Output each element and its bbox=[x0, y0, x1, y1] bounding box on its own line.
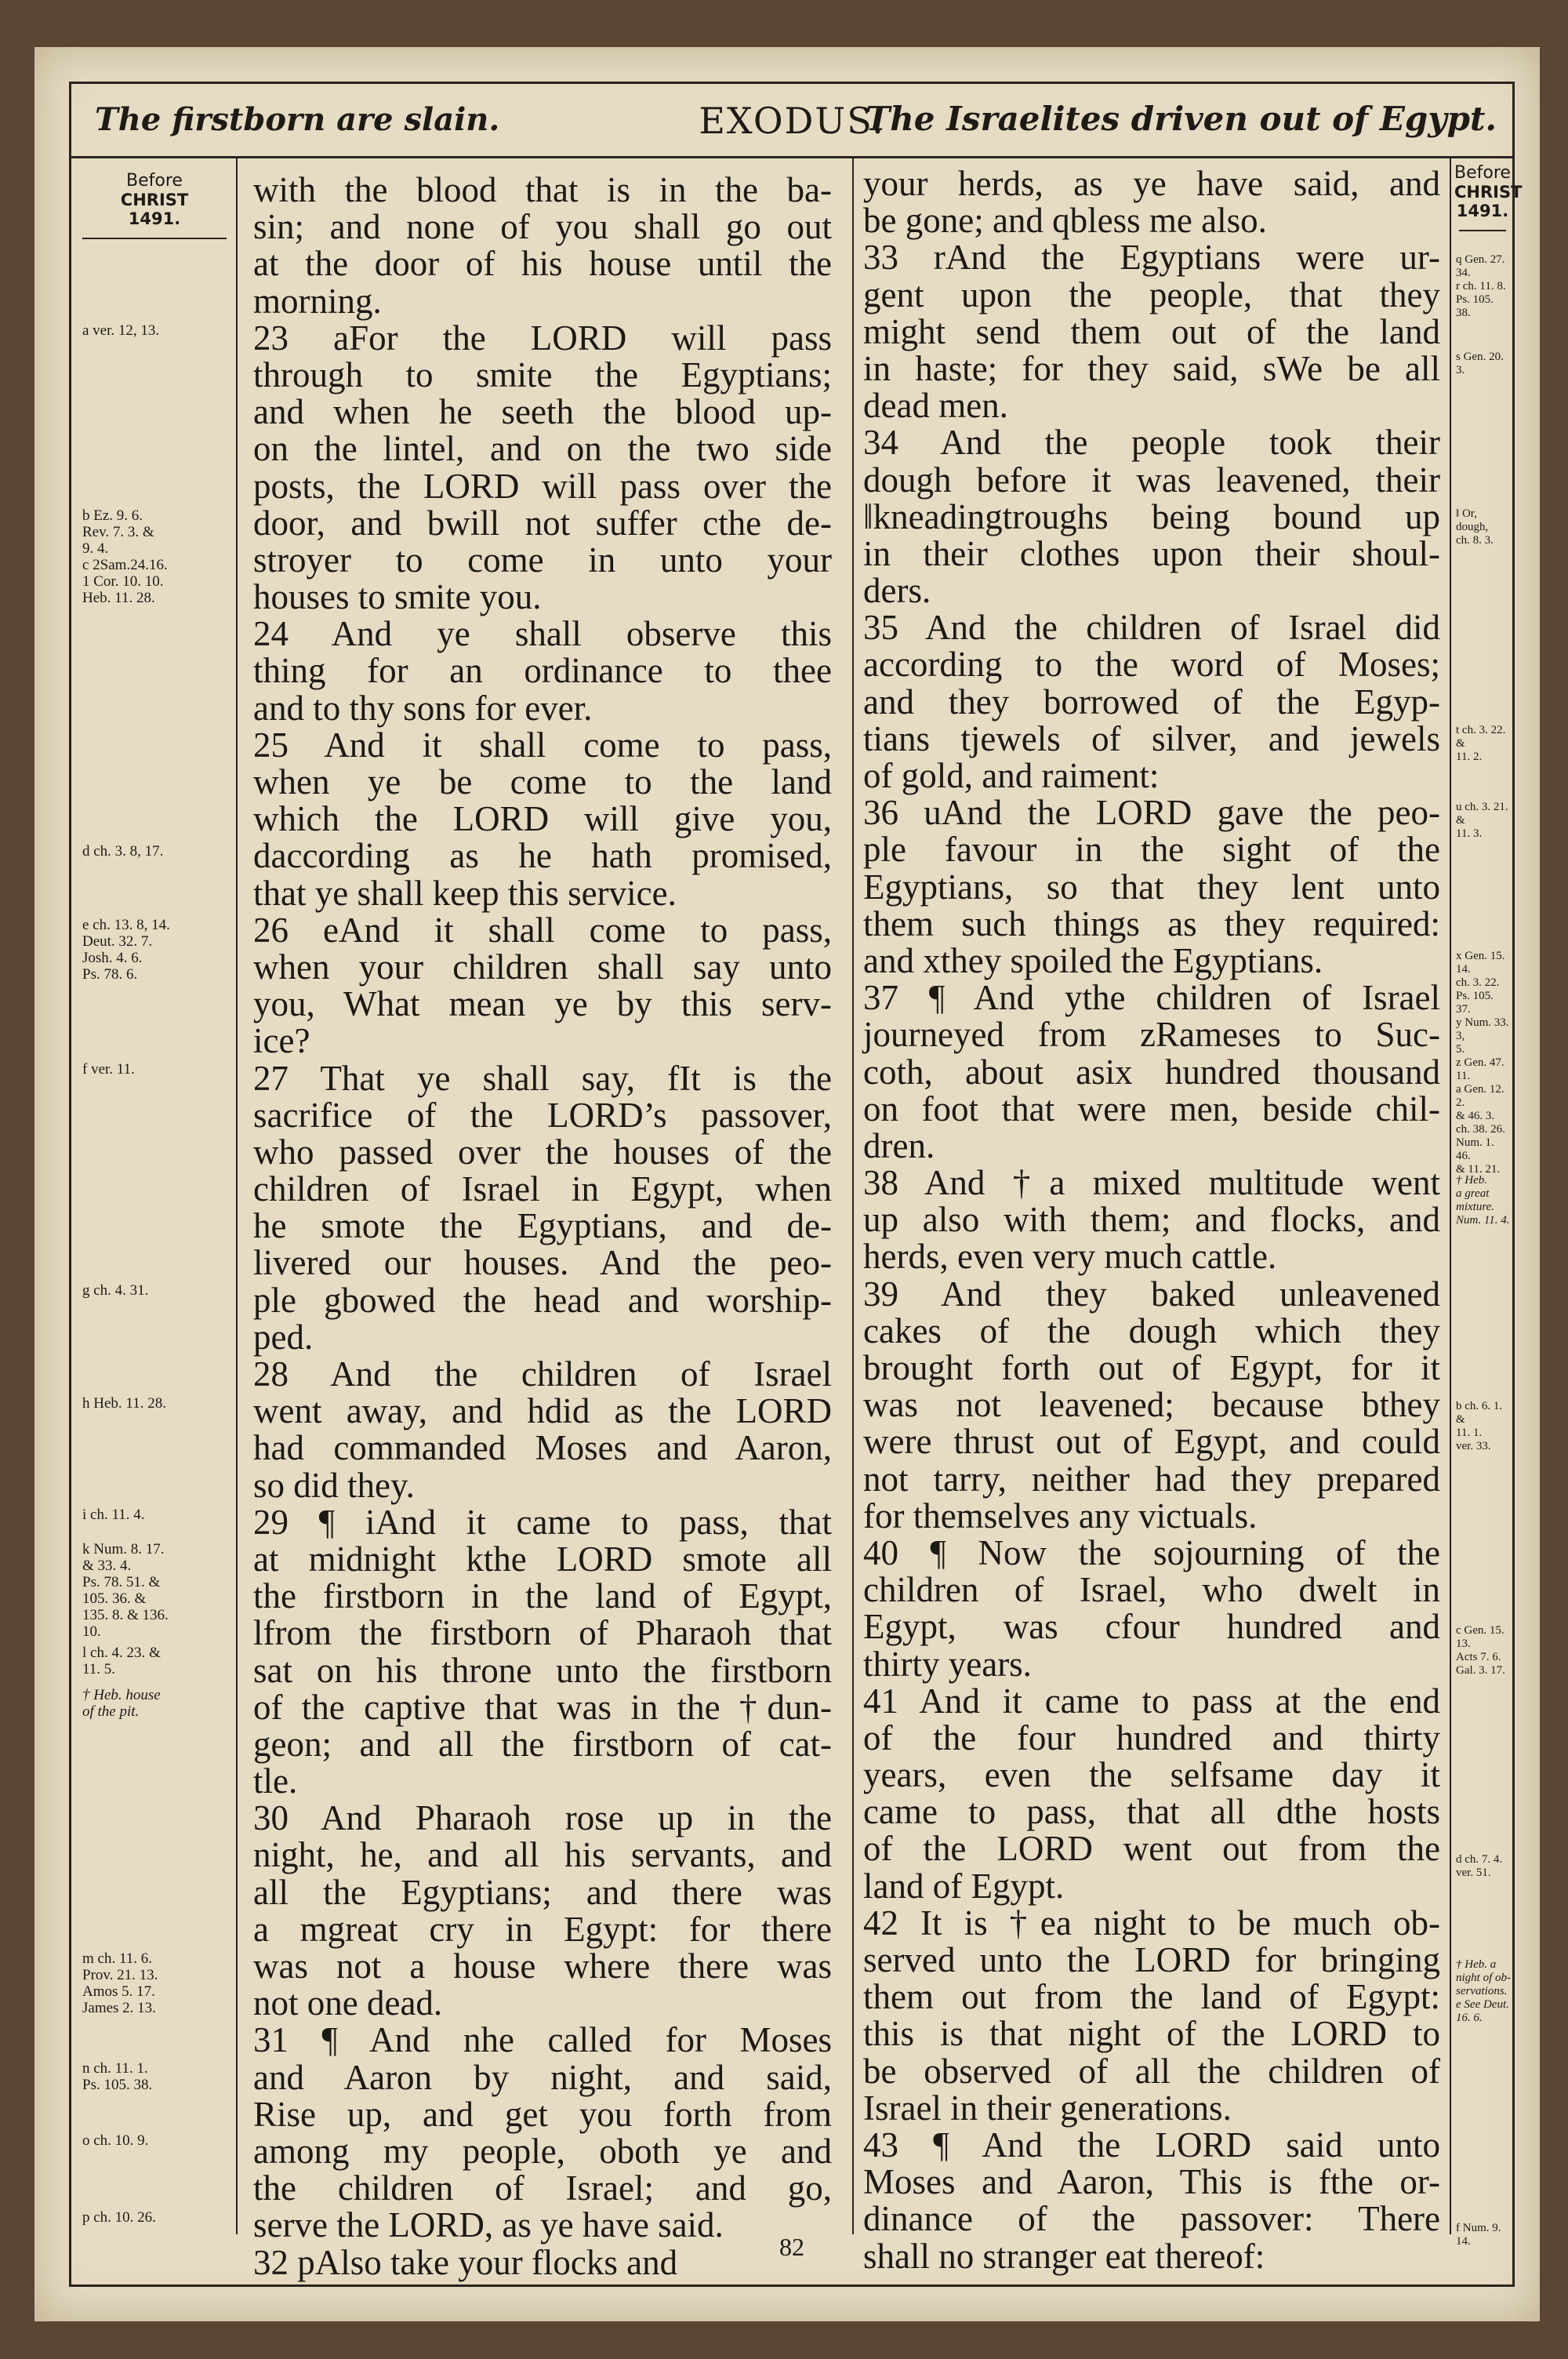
year-label: 1491. bbox=[128, 209, 181, 228]
text-line: so did they. bbox=[253, 1465, 415, 1505]
text-line: who passed over the houses of the bbox=[253, 1132, 832, 1172]
text-line: with the blood that is in the ba- bbox=[253, 170, 832, 209]
cross-reference: h Heb. 11. 28. bbox=[82, 1395, 166, 1412]
cross-reference: f ver. 11. bbox=[82, 1061, 135, 1078]
text-line: had commanded Moses and Aaron, bbox=[253, 1428, 832, 1468]
text-line: 38 And †a mixed multitude went bbox=[863, 1163, 1440, 1203]
cross-reference: k Num. 8. 17. & 33. 4. Ps. 78. 51. & 105. 36. & 135. 8. & 136. 10. bbox=[82, 1541, 169, 1640]
text-line: Israel in their generations. bbox=[863, 2088, 1232, 2128]
text-line: among my people, oboth ye and bbox=[253, 2131, 832, 2171]
text-line: dead men. bbox=[863, 386, 1008, 426]
cross-reference: c Gen. 15. 13. Acts 7. 6. Gal. 3. 17. bbox=[1456, 1624, 1505, 1677]
text-line: the firstborn in the land of Egypt, bbox=[253, 1576, 832, 1616]
text-line: journeyed from zRameses to Suc- bbox=[863, 1015, 1440, 1055]
text-line: geon; and all the firstborn of cat- bbox=[253, 1724, 832, 1764]
text-line: serve the LORD, as ye have said. bbox=[253, 2205, 724, 2245]
cross-reference: x Gen. 15. 14. ch. 3. 22. Ps. 105. 37. y Num. 33. 3, 5. z Gen. 47. 11. a Gen. 12. 2. & 46. 3. ch. 38. 26. Num. 1. 46. & 11. 21. bbox=[1456, 950, 1509, 1176]
cross-reference: ‖ Or, dough, ch. 8. 3. bbox=[1456, 507, 1494, 547]
text-line: 43 ¶ And the LORD said unto bbox=[863, 2125, 1440, 2165]
text-line: a mgreat cry in Egypt: for there bbox=[253, 1909, 832, 1949]
book-title: EXODUS. bbox=[699, 100, 885, 142]
text-line: 26 eAnd it shall come to pass, bbox=[253, 910, 832, 950]
text-line: on foot that were men, beside chil- bbox=[863, 1089, 1440, 1129]
text-line: stroyer to come in unto your bbox=[253, 540, 832, 580]
text-line: when ye be come to the land bbox=[253, 762, 832, 801]
page-frame bbox=[69, 82, 1523, 2287]
text-line: up also with them; and flocks, and bbox=[863, 1200, 1440, 1240]
cross-reference: b ch. 6. 1. & 11. 1. ver. 33. bbox=[1456, 1400, 1503, 1452]
text-line: at the door of his house until the bbox=[253, 244, 832, 284]
cross-reference: m ch. 11. 6. Prov. 21. 13. Amos 5. 17. James 2. 13. bbox=[82, 1950, 158, 2016]
text-line: houses to smite you. bbox=[253, 577, 542, 617]
cross-reference: q Gen. 27. 34. r ch. 11. 8. Ps. 105. 38. bbox=[1456, 253, 1506, 319]
text-line: children of Israel in Egypt, when bbox=[253, 1169, 832, 1209]
text-line: thirty years. bbox=[863, 1644, 1032, 1684]
text-line: coth, about asix hundred thousand bbox=[863, 1052, 1440, 1092]
text-line: and to thy sons for ever. bbox=[253, 688, 593, 728]
running-header bbox=[71, 84, 1512, 158]
text-line: years, even the selfsame day it bbox=[863, 1755, 1440, 1795]
cross-reference: † Heb. a night of ob- servations. e See Deut. 16. 6. bbox=[1456, 1958, 1511, 2024]
cross-reference: g ch. 4. 31. bbox=[82, 1282, 149, 1299]
text-line: went away, and hdid as the LORD bbox=[253, 1391, 832, 1431]
text-line: night, he, and all his servants, and bbox=[253, 1835, 832, 1875]
text-line: dren. bbox=[863, 1125, 935, 1165]
cross-reference: s Gen. 20. 3. bbox=[1456, 351, 1504, 376]
text-line: when your children shall say unto bbox=[253, 947, 832, 987]
text-line: livered our houses. And the peo- bbox=[253, 1243, 832, 1283]
text-line: sin; and none of you shall go out bbox=[253, 207, 832, 247]
text-line: daccording as he hath promised, bbox=[253, 836, 832, 876]
text-line: of the four hundred and thirty bbox=[863, 1717, 1440, 1757]
text-line: Egyptians, so that they lent unto bbox=[863, 867, 1440, 907]
christ-label: CHRIST bbox=[1454, 183, 1523, 202]
text-line: 32 pAlso take your flocks and bbox=[253, 2242, 678, 2282]
text-line: 27 That ye shall say, fIt is the bbox=[253, 1058, 832, 1098]
cross-reference: † Heb. a great mixture. Num. 11. 4. bbox=[1456, 1174, 1510, 1227]
cross-reference: u ch. 3. 21. & 11. 3. bbox=[1456, 801, 1508, 840]
text-line: cakes of the dough which they bbox=[863, 1310, 1440, 1350]
text-line: according to the word of Moses; bbox=[863, 645, 1440, 685]
text-line: 23 aFor the LORD will pass bbox=[253, 318, 832, 358]
text-line: door, and bwill not suffer cthe de- bbox=[253, 503, 832, 543]
text-line: 24 And ye shall observe this bbox=[253, 614, 832, 654]
text-line: thing for an ordinance to thee bbox=[253, 651, 832, 691]
text-line: tle. bbox=[253, 1761, 298, 1801]
cross-reference: b Ez. 9. 6. Rev. 7. 3. & 9. 4. c 2Sam.24.16. 1 Cor. 10. 10. Heb. 11. 28. bbox=[82, 507, 168, 606]
cross-reference: t ch. 3. 22. & 11. 2. bbox=[1456, 724, 1506, 763]
text-line: and xthey spoiled the Egyptians. bbox=[863, 940, 1323, 980]
text-line: and they borrowed of the Egyp- bbox=[863, 682, 1440, 722]
text-line: be gone; and qbless me also. bbox=[863, 201, 1267, 241]
right-margin-rule bbox=[1450, 156, 1451, 2234]
text-line: gent upon the people, that they bbox=[863, 274, 1440, 314]
left-margin-rule bbox=[236, 156, 238, 2234]
text-line: 29 ¶ iAnd it came to pass, that bbox=[253, 1502, 832, 1542]
before-label: Before bbox=[1454, 163, 1511, 183]
text-line: ders. bbox=[863, 571, 931, 611]
center-column-rule bbox=[852, 156, 854, 2234]
text-line: herds, even very much cattle. bbox=[863, 1237, 1277, 1277]
text-line: 34 And the people took their bbox=[863, 423, 1440, 463]
text-line: which the LORD will give you, bbox=[253, 799, 832, 839]
text-line: land of Egypt. bbox=[863, 1866, 1065, 1906]
text-line: of the captive that was in the †dun- bbox=[253, 1687, 832, 1727]
page-number: 82 bbox=[779, 2233, 804, 2261]
text-line: 35 And the children of Israel did bbox=[863, 608, 1440, 648]
text-line: was not leavened; because bthey bbox=[863, 1385, 1440, 1425]
text-line: dinance of the passover: There bbox=[863, 2199, 1440, 2239]
text-line: not one dead. bbox=[253, 1983, 443, 2023]
text-line: 31 ¶ And nhe called for Moses bbox=[253, 2020, 832, 2060]
right-cross-references bbox=[1454, 84, 1523, 2248]
text-line: them such things as they required: bbox=[863, 903, 1440, 943]
text-line: ped. bbox=[253, 1317, 314, 1357]
text-line: for themselves any victuals. bbox=[863, 1496, 1258, 1536]
text-line: 33 rAnd the Egyptians were ur- bbox=[863, 238, 1440, 278]
text-line: Rise up, and get you forth from bbox=[253, 2094, 832, 2134]
cross-reference: f Num. 9. 14. bbox=[1456, 2222, 1501, 2248]
text-line: posts, the LORD will pass over the bbox=[253, 466, 832, 506]
year-label: 1491. bbox=[1456, 202, 1509, 220]
bible-page bbox=[34, 47, 1540, 2321]
text-line: ple gbowed the head and worship- bbox=[253, 1280, 832, 1320]
text-line: ‖kneadingtroughs being bound up bbox=[863, 496, 1440, 536]
text-line: you, What mean ye by this serv- bbox=[253, 984, 832, 1024]
cross-reference: e ch. 13. 8, 14. Deut. 32. 7. Josh. 4. 6. Ps. 78. 6. bbox=[82, 917, 170, 983]
christ-label: CHRIST bbox=[120, 191, 189, 209]
text-line: this is that night of the LORD to bbox=[863, 2014, 1440, 2054]
text-line: 39 And they baked unleavened bbox=[863, 1274, 1440, 1314]
text-line: tians tjewels of silver, and jewels bbox=[863, 718, 1440, 758]
left-cross-references bbox=[82, 84, 234, 2233]
text-line: Egypt, was cfour hundred and bbox=[863, 1607, 1440, 1647]
text-line: he smote the Egyptians, and de- bbox=[253, 1206, 832, 1246]
text-column-right bbox=[863, 165, 1440, 2275]
cross-reference: d ch. 3. 8, 17. bbox=[82, 843, 164, 860]
text-line: 41 And it came to pass at the end bbox=[863, 1681, 1440, 1721]
text-line: on the lintel, and on the two side bbox=[253, 429, 832, 469]
cross-reference: l ch. 4. 23. & 11. 5. bbox=[82, 1645, 161, 1677]
text-line: at midnight kthe LORD smote all bbox=[253, 1539, 832, 1579]
header-right-title: The Israelites driven out of Egypt. bbox=[866, 100, 1497, 138]
text-line: dough before it was leavened, their bbox=[863, 460, 1440, 500]
text-line: Moses and Aaron, This is fthe or- bbox=[863, 2162, 1440, 2202]
text-line: in haste; for they said, sWe be all bbox=[863, 348, 1440, 388]
text-line: all the Egyptians; and there was bbox=[253, 1872, 832, 1912]
text-line: came to pass, that all dthe hosts bbox=[863, 1792, 1440, 1832]
text-line: shall no stranger eat thereof: bbox=[863, 2236, 1265, 2276]
text-line: ple favour in the sight of the bbox=[863, 830, 1440, 870]
text-line: morning. bbox=[253, 281, 382, 321]
text-line: the children of Israel; and go, bbox=[253, 2168, 832, 2208]
text-line: ice? bbox=[253, 1021, 310, 1061]
text-column-left bbox=[253, 172, 832, 2281]
header-left-title: The firstborn are slain. bbox=[95, 101, 500, 138]
text-line: in their clothes upon their shoul- bbox=[863, 533, 1440, 573]
text-line: brought forth out of Egypt, for it bbox=[863, 1348, 1440, 1387]
text-line: through to smite the Egyptians; bbox=[253, 354, 832, 394]
text-line: 40 ¶ Now the sojourning of the bbox=[863, 1532, 1440, 1572]
text-line: them out from the land of Egypt: bbox=[863, 1977, 1440, 2017]
text-line: of the LORD went out from the bbox=[863, 1829, 1440, 1869]
text-line: your herds, as ye have said, and bbox=[863, 164, 1440, 203]
text-line: lfrom the firstborn of Pharaoh that bbox=[253, 1613, 832, 1653]
text-line: of gold, and raiment: bbox=[863, 756, 1160, 795]
text-line: 37 ¶ And ythe children of Israel bbox=[863, 978, 1440, 1018]
cross-reference: † Heb. house of the pit. bbox=[82, 1687, 161, 1720]
text-line: might send them out of the land bbox=[863, 311, 1440, 351]
cross-reference: n ch. 11. 1. Ps. 105. 38. bbox=[82, 2060, 153, 2093]
text-line: 28 And the children of Israel bbox=[253, 1354, 832, 1394]
text-line: that ye shall keep this service. bbox=[253, 873, 677, 913]
text-line: sat on his throne unto the firstborn bbox=[253, 1650, 832, 1690]
text-line: sacrifice of the LORD’s passover, bbox=[253, 1095, 832, 1135]
text-line: 25 And it shall come to pass, bbox=[253, 725, 832, 765]
text-line: and Aaron by night, and said, bbox=[253, 2057, 832, 2097]
cross-reference: o ch. 10. 9. bbox=[82, 2132, 149, 2149]
text-line: served unto the LORD for bringing bbox=[863, 1940, 1440, 1979]
text-line: 42 It is †ea night to be much ob- bbox=[863, 1903, 1440, 1943]
before-label: Before bbox=[126, 171, 183, 191]
cross-reference: i ch. 11. 4. bbox=[82, 1507, 145, 1523]
text-line: 30 And Pharaoh rose up in the bbox=[253, 1798, 832, 1838]
cross-reference: a ver. 12, 13. bbox=[82, 322, 160, 339]
cross-reference: d ch. 7. 4. ver. 51. bbox=[1456, 1853, 1503, 1879]
text-line: 36 uAnd the LORD gave the peo- bbox=[863, 793, 1440, 833]
text-line: and when he seeth the blood up- bbox=[253, 392, 832, 432]
text-line: was not a house where there was bbox=[253, 1946, 832, 1986]
text-line: were thrust out of Egypt, and could bbox=[863, 1422, 1440, 1462]
text-line: be observed of all the children of bbox=[863, 2051, 1440, 2091]
cross-reference: p ch. 10. 26. bbox=[82, 2209, 156, 2226]
text-line: children of Israel, who dwelt in bbox=[863, 1570, 1440, 1610]
text-line: not tarry, neither had they prepared bbox=[863, 1459, 1440, 1499]
